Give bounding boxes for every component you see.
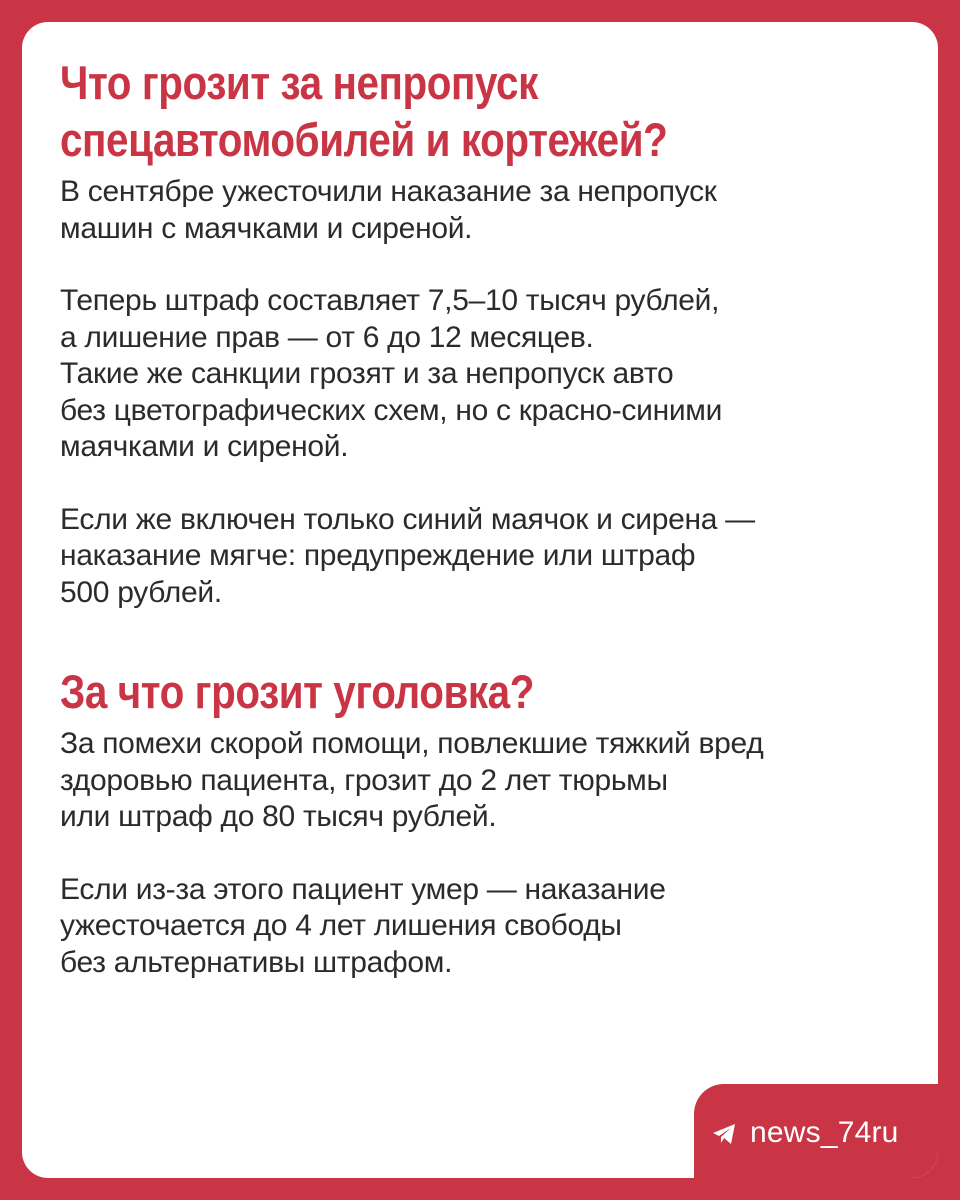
paragraph-line: или штраф до 80 тысяч рублей. (60, 800, 497, 833)
paragraph-line: наказание мягче: предупреждение или штраф (60, 539, 696, 572)
paragraph-line: без альтернативы штрафом. (60, 945, 453, 979)
paragraph-line: Теперь штраф составляет 7,5–10 тысяч рублей, (60, 284, 720, 317)
section-1-paragraph-3 (60, 502, 910, 612)
channel-handle: news_74ru (750, 1116, 899, 1149)
heading-line: Что грозит за непропуск (60, 56, 538, 109)
paragraph-line: ужесточается до 4 лет лишения свободы (60, 909, 622, 942)
section-2-paragraph-1 (60, 726, 910, 836)
section-1-paragraph-2 (60, 283, 910, 466)
article-content (60, 54, 910, 981)
paragraph-line: Если из-за этого пациент умер — наказание (60, 872, 666, 906)
heading-line: За что грозит уголовка? (60, 665, 534, 718)
paragraph-line: Такие же санкции грозят и за непропуск авто (60, 357, 674, 390)
paragraph-line: машин с маячками и сиреной. (60, 211, 473, 245)
section-1-heading (60, 54, 908, 168)
article-card (22, 22, 938, 1178)
paragraph-line: За помехи скорой помощи, повлекшие тяжкий вред (60, 727, 764, 760)
paragraph-line: В сентябре ужесточили наказание за непропуск (60, 175, 717, 208)
telegram-channel-tab[interactable] (694, 1084, 938, 1178)
heading-line: спецавтомобилей и кортежей? (60, 113, 668, 166)
paragraph-line: здоровью пациента, грозит до 2 лет тюрьмы (60, 763, 668, 797)
section-1-paragraph-1 (60, 174, 910, 247)
paragraph-line: а лишение прав — от 6 до 12 месяцев. (60, 320, 594, 354)
section-2-paragraph-2 (60, 872, 910, 982)
paragraph-line: маячками и сиреной. (60, 430, 349, 463)
section-2-heading (60, 663, 908, 720)
paragraph-line: Если же включен только синий маячок и сирена — (60, 502, 755, 536)
telegram-icon (712, 1123, 736, 1145)
paragraph-line: 500 рублей. (60, 575, 222, 609)
paragraph-line: без цветографических схем, но с красно-синими (60, 393, 723, 427)
